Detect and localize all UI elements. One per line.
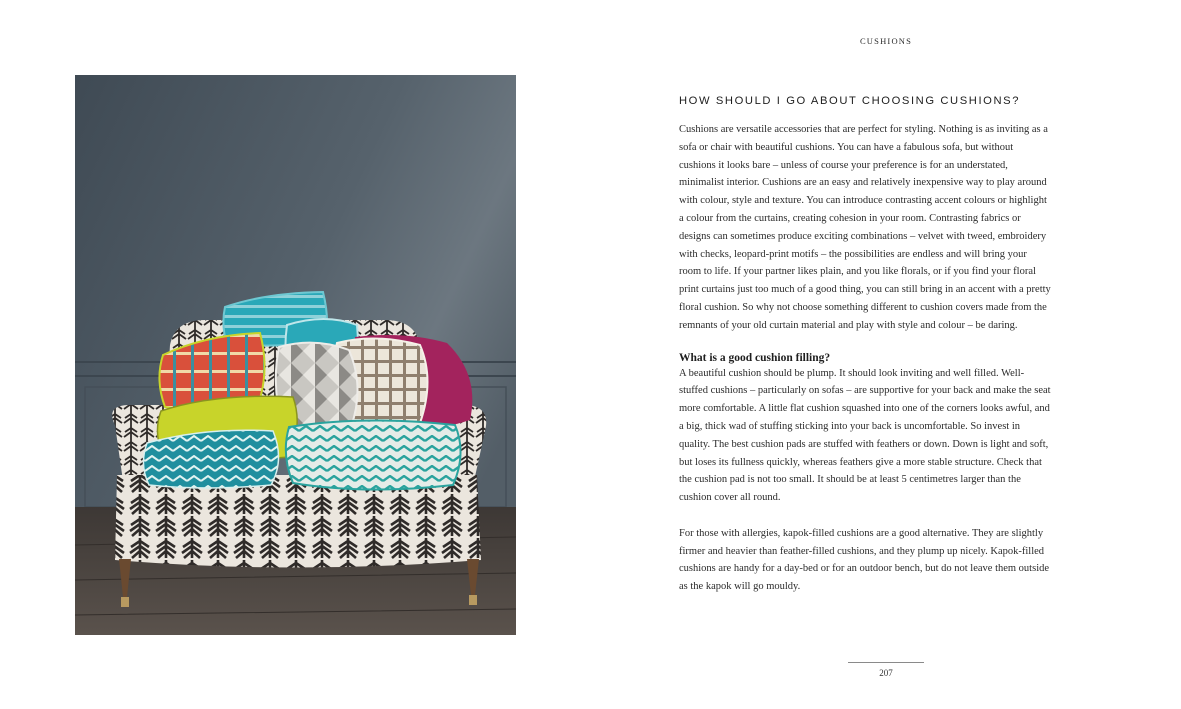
subheading-filling: What is a good cushion filling? (679, 351, 831, 364)
sofa-with-cushions-photo (75, 75, 516, 635)
body-paragraph-kapok: For those with allergies, kapok-filled cushions are a good alternative. They are slightly firmer and heavier than feather-filled cushions, and they plump up nicely. Kapok-filled cushions are handy for a day-bed or for an outdoor bench, but do not leave them outside as the kapok will go mouldy. (679, 527, 1050, 593)
running-head: CUSHIONS (859, 36, 913, 46)
body-paragraph-choosing: Cushions are versatile accessories that are perfect for styling. Nothing is as inviting as a sofa or chair with beautiful cushions. You can have a fabulous sofa, but without cushions it looks bare – unless of course your preference is for an understated, minimalist interior. Cushions are an easy and relatively inexpensive way to play around with colour, style and texture. You can introduce contrasting accent colours or highlight a colour from the curtains, creating cohesion in your room. Contrasting fabrics or designs can sometimes produce exciting combinations – velvet with tweed, embroidery with checks, leopard-print motifs – the possibilities are endless and will bring your room to life. If your partner likes plain, and you like florals, or if you find your floral print curtains just too much of a good thing, you can still bring in an accent with a pretty floral cushion. So why not choose something different to cushion covers made from the remnants of your old curtain material and play with style and colour – be daring. (679, 124, 1051, 331)
page-number: 207 (879, 668, 893, 678)
paragraph-spacer (679, 507, 1051, 525)
body-paragraph-filling: A beautiful cushion should be plump. It should look inviting and well filled. Well-stuffed cushions – particularly on sofas – are supportive for your back and make the seat more comfortable. A little flat cushion squashed into one of the corners looks awful, and a big, thick wad of stuffing sticking into your back is uncomfortable. So invest in quality. The best cushion pads are stuffed with feathers or down. Down is light and soft, but loses its fullness quickly, whereas feathers give a more stable structure. Check that the cushion pad is not too small. It should be at least 5 centimetres larger than the cushion cover all round. (679, 367, 1051, 504)
section-heading: HOW SHOULD I GO ABOUT CHOOSING CUSHIONS? (679, 95, 1021, 107)
folio-rule (848, 662, 924, 663)
